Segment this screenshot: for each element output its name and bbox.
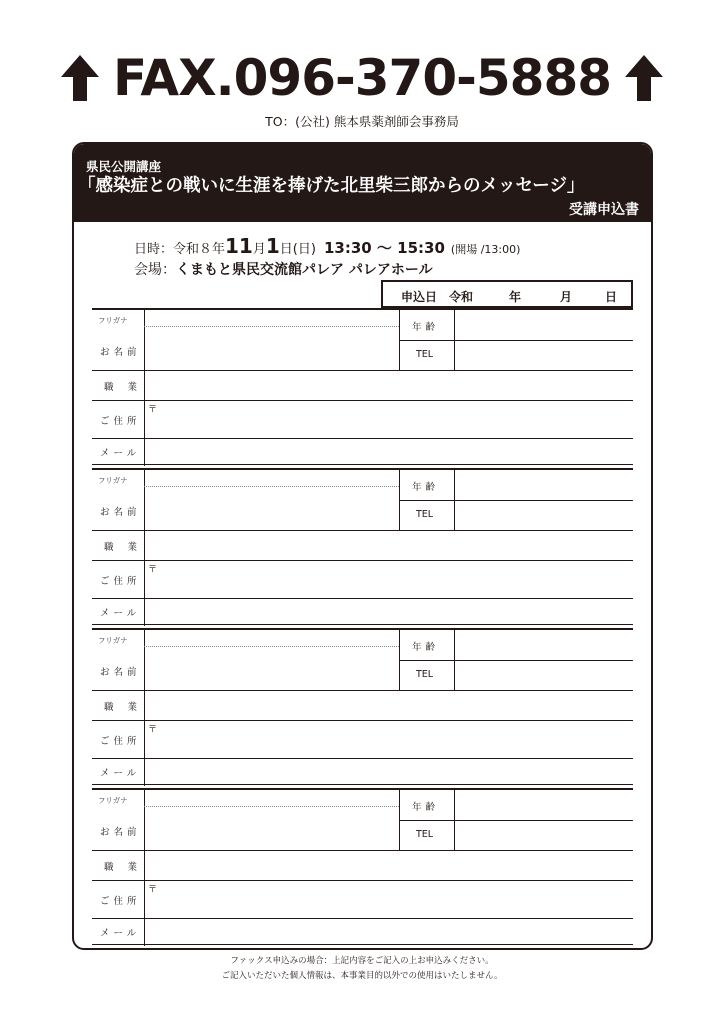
arrow-up-icon [61,55,99,101]
email-label: メール [100,928,141,939]
applicant-entry [92,308,633,464]
application-form [72,142,653,950]
furigana-field[interactable] [145,790,399,806]
tel-label: TEL [416,669,434,680]
recipient-line: TO：(公社) 熊本県薬剤師会事務局 [265,114,459,129]
month-unit: 月 [252,242,266,257]
age-label: 年齢 [412,322,440,333]
lecture-category: 県民公開講座 [86,159,162,174]
tel-field[interactable] [455,661,633,690]
occupation-field[interactable] [145,691,633,720]
postal-mark: 〒 [148,885,158,895]
event-datetime [134,234,520,258]
address-label: ご住所 [100,416,141,427]
address-label: ご住所 [100,736,141,747]
address-label: ご住所 [100,896,141,907]
furigana-label: フリガナ [98,636,128,645]
email-field[interactable] [145,439,633,464]
furigana-field[interactable] [145,310,399,326]
name-label: お名前 [100,507,141,518]
applicant-entry [92,788,633,944]
furigana-label: フリガナ [98,316,128,325]
venue-label: 会場： [134,262,176,278]
day-unit: 日(日) [279,242,316,257]
footer-notes [0,954,724,984]
address-field[interactable] [145,401,633,438]
address-field[interactable] [145,721,633,758]
age-field[interactable] [455,310,633,340]
occupation-label: 職業 [104,862,152,873]
applicant-entry [92,628,633,784]
tel-field[interactable] [455,821,633,850]
application-date-year: 年 [509,290,522,304]
date-label: 日時：令和８年 [134,242,226,257]
event-info [134,234,520,279]
address-field[interactable] [145,881,633,918]
furigana-label: フリガナ [98,476,128,485]
furigana-field[interactable] [145,630,399,646]
occupation-field[interactable] [145,531,633,560]
occupation-field[interactable] [145,371,633,400]
name-field[interactable] [145,647,399,690]
event-venue: くまもと県民交流館パレア パレアホール [176,262,433,278]
age-label: 年齢 [412,802,440,813]
fax-header [0,48,724,108]
footer-note-privacy: ご記入いただいた個人情報は、本事業目的以外での使用はいたしません。 [221,971,503,981]
email-field[interactable] [145,919,633,944]
arrow-up-icon [625,55,663,101]
postal-mark: 〒 [148,405,158,415]
tel-field[interactable] [455,341,633,370]
occupation-label: 職業 [104,702,152,713]
postal-mark: 〒 [148,725,158,735]
occupation-field[interactable] [145,851,633,880]
email-label: メール [100,768,141,779]
name-label: お名前 [100,827,141,838]
application-date-day: 日 [605,290,618,304]
email-field[interactable] [145,599,633,624]
address-label: ご住所 [100,576,141,587]
application-date-month: 月 [560,290,573,304]
form-name: 受講申込書 [569,202,639,218]
address-field[interactable] [145,561,633,598]
email-label: メール [100,608,141,619]
open-time: (開場 /13:00) [450,243,521,256]
postal-mark: 〒 [148,565,158,575]
occupation-label: 職業 [104,382,152,393]
age-label: 年齢 [412,482,440,493]
tel-label: TEL [416,829,434,840]
application-date-era: 令和 [449,290,474,304]
name-label: お名前 [100,667,141,678]
age-field[interactable] [455,790,633,820]
title-banner [74,144,651,222]
fax-number: FAX.096-370-5888 [112,49,612,107]
furigana-field[interactable] [145,470,399,486]
tel-label: TEL [416,509,434,520]
tel-field[interactable] [455,501,633,530]
footer-note-fax: ファックス申込みの場合：上記内容をご記入の上お申込みください。 [230,956,494,966]
applicant-entry [92,468,633,624]
name-field[interactable] [145,327,399,370]
tel-label: TEL [416,349,434,360]
event-day: 1 [265,234,280,258]
event-time: 13:30 ～ 15:30 [323,239,445,257]
name-field[interactable] [145,487,399,530]
age-label: 年齢 [412,642,440,653]
age-field[interactable] [455,470,633,500]
application-date-box[interactable] [381,280,633,308]
age-field[interactable] [455,630,633,660]
application-date-label: 申込日 [401,290,438,304]
email-field[interactable] [145,759,633,784]
furigana-label: フリガナ [98,796,128,805]
occupation-label: 職業 [104,542,152,553]
event-venue-line [134,259,520,279]
lecture-title: 「感染症との戦いに生涯を捧げた北里柴三郎からのメッセージ」 [78,176,585,196]
name-field[interactable] [145,807,399,850]
email-label: メール [100,448,141,459]
event-month: 11 [225,234,253,258]
name-label: お名前 [100,347,141,358]
